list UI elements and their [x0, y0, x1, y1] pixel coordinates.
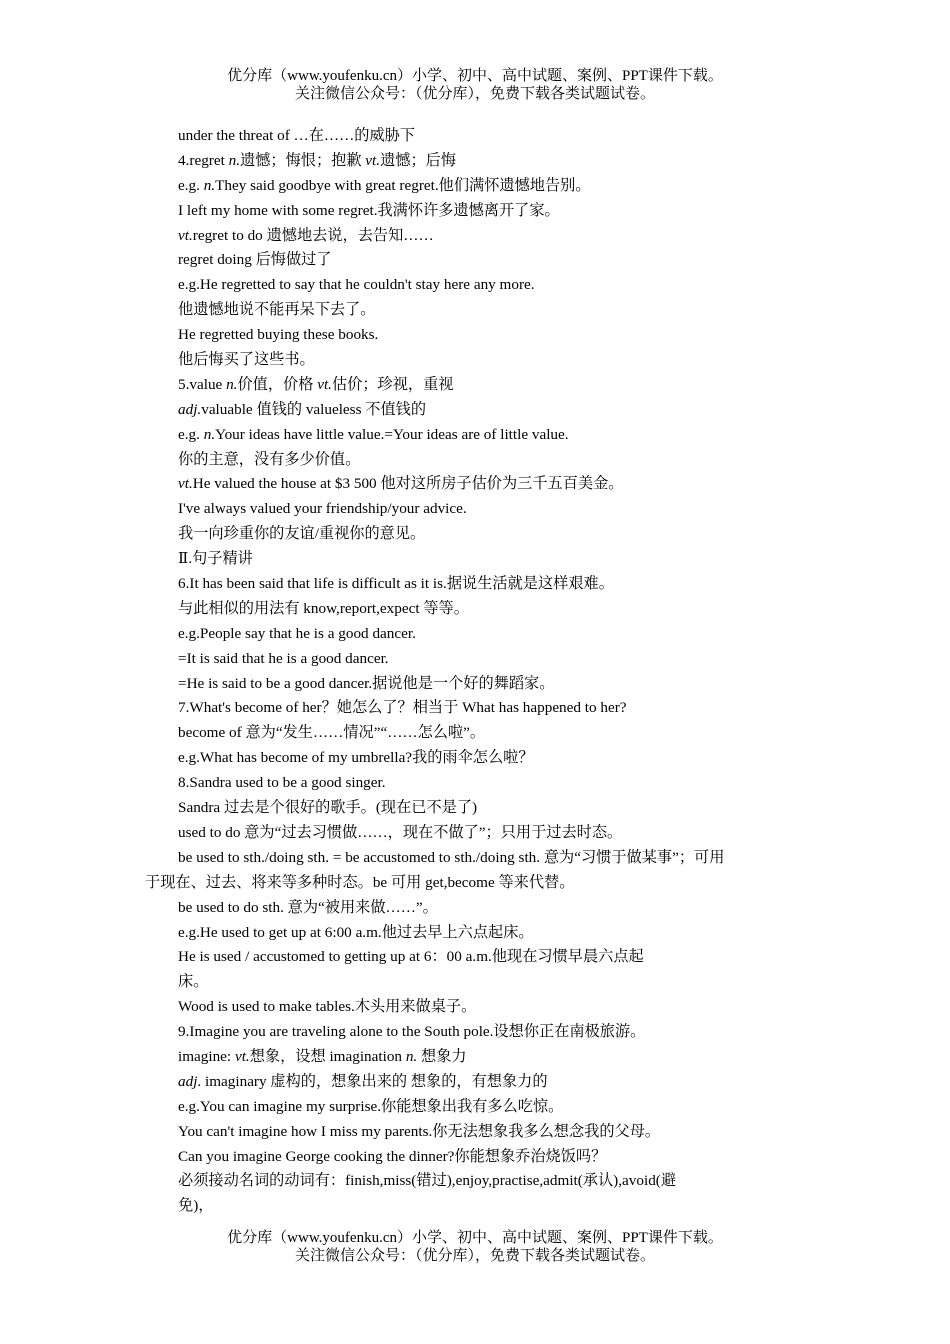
- text-span: 床。: [178, 973, 209, 991]
- text-span: imagine:: [178, 1047, 235, 1065]
- text-line: [0, 945, 950, 970]
- text-span: 你的主意，没有多少价值。: [178, 450, 361, 468]
- text-line: [0, 970, 950, 995]
- text-line: [0, 472, 950, 497]
- text-span: e.g.: [178, 176, 204, 194]
- text-line: [0, 696, 950, 721]
- text-span: e.g.He used to get up at 6:00 a.m.他过去早上六点起床。: [178, 923, 534, 941]
- text-span: Ⅱ.句子精讲: [178, 550, 253, 568]
- section-heading: [0, 547, 950, 572]
- pos-abbrev: vt.: [178, 475, 193, 493]
- text-span: They said goodbye with great regret.他们满怀遗憾地告别。: [215, 176, 591, 194]
- text-span: 必须接动名词的动词有：finish,miss(错过),enjoy,practise,admit(承认),avoid(避: [178, 1172, 677, 1190]
- text-span: 遗憾；悔恨；抱歉: [240, 151, 366, 169]
- text-span: 免)，: [178, 1197, 214, 1215]
- text-line: [0, 672, 950, 697]
- text-line: [0, 149, 950, 174]
- pos-abbrev: adj.: [178, 400, 202, 418]
- header-line-2: 关注微信公众号：（优分库），免费下载各类试题试卷。: [294, 86, 655, 102]
- text-line: [0, 622, 950, 647]
- text-span: Wood is used to make tables.木头用来做桌子。: [178, 998, 477, 1016]
- text-line: [0, 224, 950, 249]
- text-span: under the threat of …在……的威胁下: [178, 127, 416, 144]
- text-span: 与此相似的用法有 know,report,expect 等等。: [178, 599, 469, 617]
- text-line: [0, 796, 950, 821]
- header-line-1: 优分库（www.youfenku.cn）小学、初中、高中试题、案例、PPT课件下载。: [227, 68, 723, 84]
- text-line: [0, 1120, 950, 1145]
- pos-abbrev: n.: [405, 1047, 418, 1065]
- text-span: 于现在、过去、将来等多种时态。be 可用 get,become 等来代替。: [145, 873, 575, 891]
- text-span: regret doing 后悔做过了: [178, 251, 332, 269]
- text-span: 价值，价格: [237, 375, 318, 393]
- text-span: e.g.People say that he is a good dancer.: [178, 624, 416, 642]
- text-span: used to do 意为“过去习惯做……，现在不做了”；只用于过去时态。: [178, 823, 623, 841]
- text-span: He regretted buying these books.: [178, 326, 379, 344]
- text-line: [0, 1145, 950, 1170]
- pos-abbrev: vt.: [234, 1047, 250, 1065]
- text-span: 估价；珍视，重视: [331, 375, 454, 393]
- text-line: [0, 921, 950, 946]
- pos-abbrev: n.: [203, 425, 216, 443]
- pos-abbrev: vt.: [317, 375, 332, 393]
- text-span: valuable 值钱的 valueless 不值钱的: [201, 400, 427, 418]
- text-line: [0, 273, 950, 298]
- text-span: Your ideas have little value.=Your ideas are of little value.: [215, 425, 569, 443]
- text-line: [0, 597, 950, 622]
- text-span: be used to do sth. 意为“被用来做……”。: [178, 898, 438, 916]
- text-span: 8.Sandra used to be a good singer.: [178, 774, 386, 792]
- text-line: [0, 497, 950, 522]
- text-span: 我一向珍重你的友谊/重视你的意见。: [178, 525, 426, 543]
- text-line: [0, 1194, 950, 1219]
- text-span: Sandra 过去是个很好的歌手。(现在已不是了): [178, 799, 478, 817]
- text-span: e.g.He regretted to say that he couldn't stay here any more.: [178, 276, 535, 294]
- pos-abbrev: adj: [178, 1072, 198, 1090]
- document-body: [0, 124, 950, 1219]
- text-span: =It is said that he is a good dancer.: [178, 649, 389, 667]
- text-line: [0, 1045, 950, 1070]
- text-span: I've always valued your friendship/your advice.: [178, 500, 467, 518]
- text-line: [0, 1169, 950, 1194]
- text-span: become of 意为“发生……情况”“……怎么啦”。: [178, 724, 486, 742]
- text-line: [0, 423, 950, 448]
- text-line: [0, 174, 950, 199]
- text-line: [0, 721, 950, 746]
- text-span: 7.What's become of her？她怎么了？相当于 What has happened to her?: [178, 699, 627, 717]
- text-span: You can't imagine how I miss my parents.你无法想象我多么想念我的父母。: [178, 1122, 661, 1140]
- text-span: 6.It has been said that life is difficult as it is.据说生活就是这样艰难。: [178, 575, 614, 593]
- text-line: [0, 1070, 950, 1095]
- text-line: [0, 746, 950, 771]
- text-line: [0, 846, 950, 871]
- text-line: [0, 348, 950, 373]
- text-line: [0, 821, 950, 846]
- text-span: . imaginary 虚构的，想象出来的 想象的，有想象力的: [197, 1072, 548, 1090]
- text-line: [0, 124, 950, 149]
- text-span: 4.regret: [178, 151, 229, 169]
- text-line: [0, 572, 950, 597]
- page-header: [0, 67, 950, 103]
- text-span: =He is said to be a good dancer.据说他是一个好的舞蹈家。: [178, 674, 555, 692]
- text-line: [0, 323, 950, 348]
- text-line: [0, 1020, 950, 1045]
- text-span: e.g.What has become of my umbrella?我的雨伞怎么啦？: [178, 749, 534, 767]
- text-line: [0, 522, 950, 547]
- text-span: 想象，设想 imagination: [249, 1047, 406, 1065]
- text-span: e.g.You can imagine my surprise.你能想象出我有多么吃惊。: [178, 1097, 564, 1115]
- footer-line-2: 关注微信公众号：（优分库），免费下载各类试题试卷。: [294, 1248, 655, 1264]
- text-line: [0, 871, 950, 896]
- text-span: e.g.: [178, 425, 204, 443]
- text-span: 遗憾；后悔: [380, 151, 456, 169]
- text-span: 想象力: [417, 1047, 467, 1065]
- text-span: 他后悔买了这些书。: [178, 351, 315, 369]
- text-line: [0, 771, 950, 796]
- text-line: [0, 647, 950, 672]
- text-span: 5.value: [178, 375, 227, 393]
- text-line: [0, 448, 950, 473]
- text-span: regret to do 遗憾地去说，去告知……: [192, 226, 434, 244]
- text-line: [0, 199, 950, 224]
- page-footer: [0, 1229, 950, 1265]
- text-line: [0, 398, 950, 423]
- text-line: [0, 896, 950, 921]
- text-span: be used to sth./doing sth. = be accustomed to sth./doing sth. 意为“习惯于做某事”；可用: [178, 848, 725, 866]
- pos-abbrev: n.: [228, 151, 240, 169]
- text-span: I left my home with some regret.我满怀许多遗憾离开了家。: [178, 201, 560, 219]
- text-span: 9.Imagine you are traveling alone to the South pole.设想你正在南极旅游。: [178, 1023, 646, 1041]
- text-line: [0, 373, 950, 398]
- text-line: [0, 298, 950, 323]
- pos-abbrev: vt.: [178, 226, 193, 244]
- text-span: He is used / accustomed to getting up at 6：00 a.m.他现在习惯早晨六点起: [178, 948, 644, 966]
- footer-line-1: 优分库（www.youfenku.cn）小学、初中、高中试题、案例、PPT课件下载。: [227, 1230, 723, 1246]
- text-span: 他遗憾地说不能再呆下去了。: [178, 301, 376, 319]
- pos-abbrev: n.: [226, 375, 238, 393]
- pos-abbrev: n.: [203, 176, 216, 194]
- text-span: He valued the house at $3 500 他对这所房子估价为三千五百美金。: [192, 475, 624, 493]
- text-line: [0, 1095, 950, 1120]
- pos-abbrev: vt.: [365, 151, 381, 169]
- text-span: Can you imagine George cooking the dinner?你能想象乔治烧饭吗？: [178, 1147, 607, 1165]
- text-line: [0, 248, 950, 273]
- text-line: [0, 995, 950, 1020]
